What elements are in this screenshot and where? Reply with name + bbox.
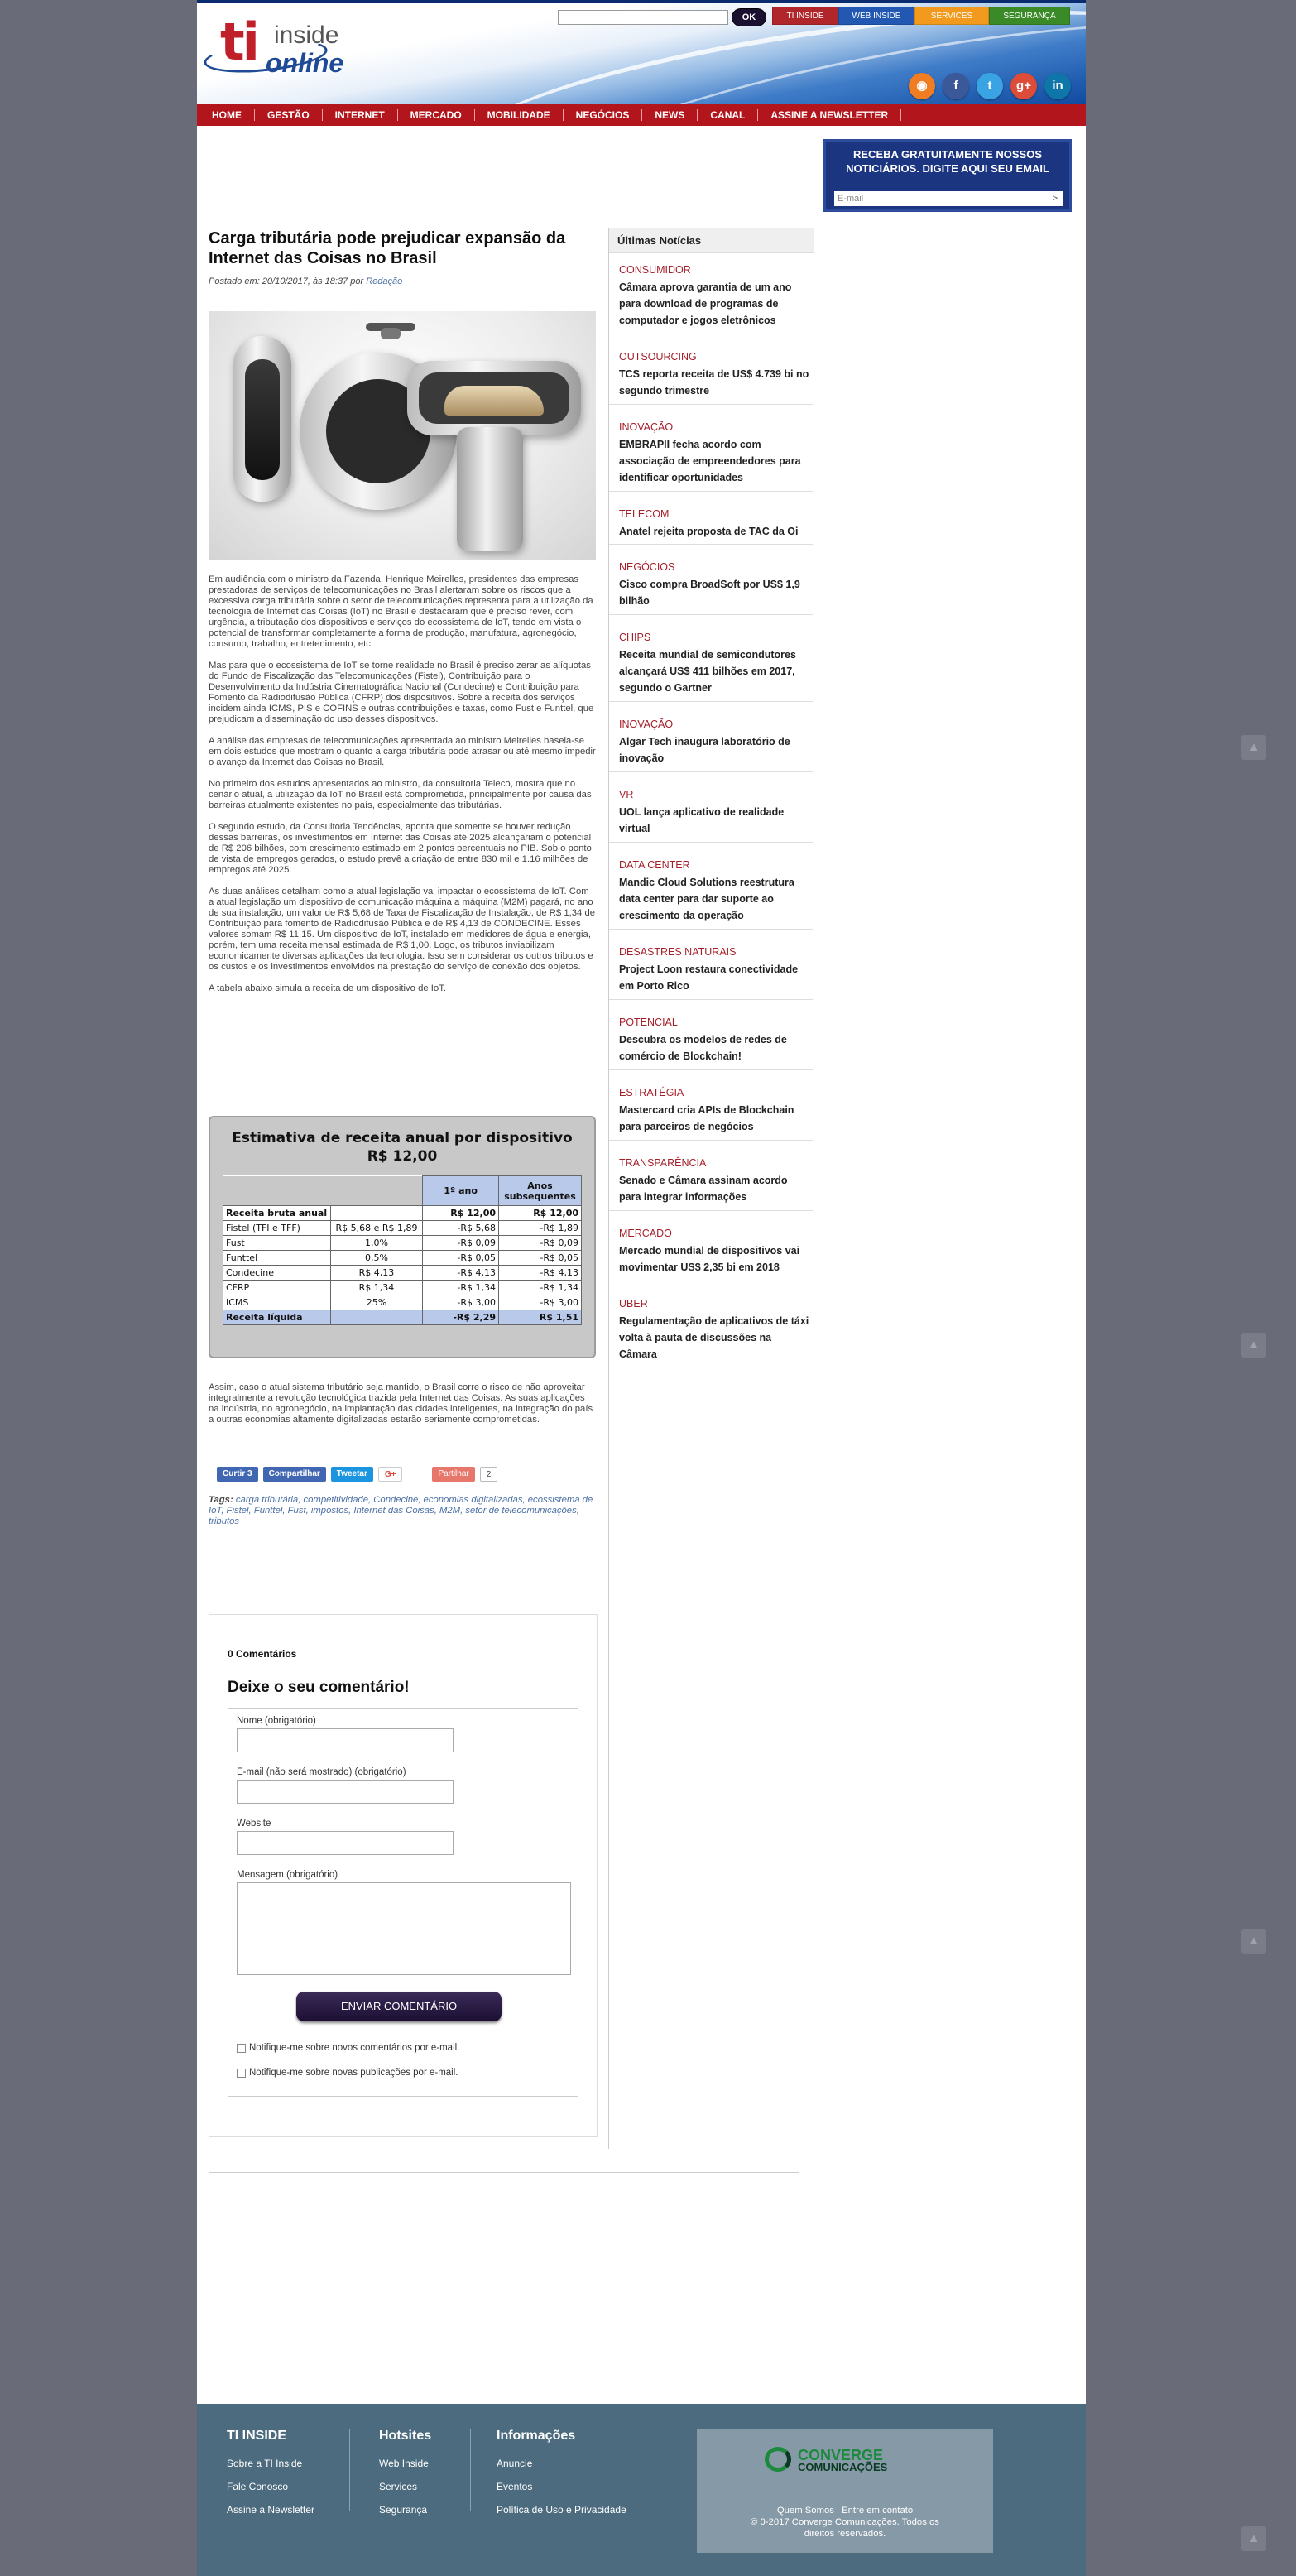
news-item[interactable] xyxy=(619,1227,811,1276)
table-row: Funttel 0,5% -R$ 0,05 -R$ 0,05 xyxy=(223,1251,582,1266)
divider xyxy=(609,701,813,702)
footer-col-hotsites xyxy=(379,2429,431,2521)
news-category[interactable]: ESTRATÉGIA xyxy=(619,1087,684,1098)
message-label: Mensagem (obrigatório) xyxy=(237,1870,338,1880)
article-meta xyxy=(209,276,596,286)
news-item[interactable] xyxy=(619,263,811,329)
news-category[interactable]: MERCADO xyxy=(619,1228,672,1239)
footer-col-title: Hotsites xyxy=(379,2429,432,2443)
nav-internet[interactable]: INTERNET xyxy=(323,109,398,121)
notify-comments-option[interactable] xyxy=(237,2043,459,2053)
news-headline[interactable]: Mercado mundial de dispositivos vai movimentar US$ 2,35 bi em 2018 xyxy=(619,1245,800,1273)
revenue-table-image xyxy=(209,1116,596,1358)
submit-comment-button[interactable]: ENVIAR COMENTÁRIO xyxy=(296,1992,502,2021)
iot-letter-i xyxy=(233,336,291,502)
rss-icon[interactable]: ◉ xyxy=(909,73,935,99)
news-category[interactable]: OUTSOURCING xyxy=(619,351,697,363)
article-paragraph: Em audiência com o ministro da Fazenda, Henrique Meirelles, presidentes das empresas prestadoras de serviços de telecomunicações no Brasil alertaram sobre os riscos que a excessiva carga tributária sobre o setor de telecomunicações representa para a utilização da tecnologia de Internet das Coisas (IoT) no Brasil e destacaram que é preciso rever, com urgência, a tributação dos dispositivos e serviços do ecossistema de IoT, tendo em vista o potencial de transformar completamente a forma de produção, manufatura, agronegócio, consumo, trabalho, entretenimento, etc. xyxy=(209,574,593,649)
news-item[interactable] xyxy=(619,1086,811,1135)
share-bar xyxy=(217,1467,497,1482)
nav-home[interactable]: HOME xyxy=(212,109,255,121)
comment-count: 0 Comentários xyxy=(228,1648,297,1660)
article-header xyxy=(209,228,596,286)
newsletter-box xyxy=(823,139,1072,212)
article-paragraph: O segundo estudo, da Consultoria Tendências, aponta que somente se houver redução dessas barreiras, os investimentos em Internet das Coisas até 2025 alcançariam o potencial de R$ 206 bilhões, com crescimento estimado em 2 pontos percentuais no PIB. Sob o ponto de vista de empregos gerados, o estudo prevê a criação de entre 830 mil e 1.16 milhões de empregos até 2025. xyxy=(209,822,592,875)
divider xyxy=(609,771,813,772)
newsletter-placeholder: E-mail xyxy=(838,194,864,204)
news-category[interactable]: VR xyxy=(619,789,634,800)
comments-section xyxy=(209,1614,598,2137)
news-headline[interactable]: UOL lança aplicativo de realidade virtual xyxy=(619,806,785,834)
facebook-icon[interactable]: f xyxy=(943,73,969,99)
footer-divider xyxy=(349,2429,350,2511)
nav-mobilidade[interactable]: MOBILIDADE xyxy=(475,109,564,121)
converge-logo[interactable] xyxy=(798,2449,887,2473)
logo-ti: ti xyxy=(220,12,257,72)
converge-box xyxy=(697,2429,993,2553)
article-body xyxy=(209,574,596,1005)
article-paragraph: No primeiro dos estudos apresentados ao ministro, da consultoria Teleco, mostra que no cenário atual, a utilização da IoT no Brasil está comprometida, principalmente por causa das barreiras atualmente existentes no país, especialmente das tributárias. xyxy=(209,779,592,810)
nav-mercado[interactable]: MERCADO xyxy=(398,109,475,121)
news-category[interactable]: DESASTRES NATURAIS xyxy=(619,946,737,958)
google-plus-button[interactable]: G+ xyxy=(378,1467,403,1482)
news-item[interactable] xyxy=(619,631,811,696)
name-field[interactable] xyxy=(237,1728,454,1752)
article-image xyxy=(209,311,596,560)
linkedin-icon[interactable]: in xyxy=(1044,73,1071,99)
article-closing: Assim, caso o atual sistema tributário seja mantido, o Brasil corre o risco de não aproveitar integralmente a revolução tecnológica trazida pela Internet das Coisas. As suas aplicações na indústria, no agronegócio, na implantação das cidades inteligentes, na integração do país a outras economias altamente digitalizadas estarão seriamente comprometidas. xyxy=(209,1382,593,1425)
scroll-top-button[interactable]: ▲ xyxy=(1241,1333,1266,1358)
website-label: Website xyxy=(237,1819,271,1829)
converge-info xyxy=(697,2505,993,2540)
tags-list[interactable]: carga tributária, competitividade, Condecine, economias digitalizadas, ecossistema de IoT, Fistel, Funttel, Fust, impostos, Internet das Coisas, M2M, setor de telecomunicações, tributos xyxy=(209,1495,593,1526)
news-category[interactable]: DATA CENTER xyxy=(619,859,690,871)
article-tags xyxy=(209,1495,596,1527)
news-item[interactable] xyxy=(619,788,811,837)
news-item[interactable] xyxy=(619,560,811,609)
nav-gestao[interactable]: GESTÃO xyxy=(255,109,323,121)
news-item[interactable] xyxy=(619,1156,811,1205)
article-title: Carga tributária pode prejudicar expansão da Internet das Coisas no Brasil xyxy=(209,229,566,267)
footer-link[interactable]: Web Inside xyxy=(379,2458,429,2469)
site-logo[interactable] xyxy=(204,12,369,83)
newsletter-email-input[interactable] xyxy=(834,191,1063,206)
email-field[interactable] xyxy=(237,1780,454,1804)
facebook-share-button[interactable]: Compartilhar xyxy=(263,1467,326,1482)
converge-logo-bottom: COMUNICAÇÕES xyxy=(798,2461,888,2473)
news-item[interactable] xyxy=(619,1297,811,1362)
comment-form xyxy=(228,1708,578,2097)
car-shape xyxy=(444,386,544,416)
website-field[interactable] xyxy=(237,1831,454,1855)
divider xyxy=(609,1069,813,1070)
site-header xyxy=(197,0,1086,104)
table-row: CFRP R$ 1,34 -R$ 1,34 -R$ 1,34 xyxy=(223,1281,582,1295)
footer-link[interactable]: Assine a Newsletter xyxy=(227,2504,315,2516)
portal-link-web-inside[interactable]: WEB INSIDE xyxy=(838,7,914,25)
news-item[interactable] xyxy=(619,1016,811,1065)
news-headline[interactable]: Regulamentação de aplicativos de táxi volta à pauta de discussões na Câmara xyxy=(619,1315,809,1360)
divider xyxy=(609,544,813,545)
logo-online: online xyxy=(266,48,344,78)
news-headline[interactable]: Mastercard cria APIs de Blockchain para parceiros de negócios xyxy=(619,1104,794,1132)
revenue-table xyxy=(223,1175,582,1325)
pinterest-button[interactable]: Partilhar xyxy=(432,1467,474,1482)
news-item[interactable] xyxy=(619,421,811,486)
table-header-next: Anos subsequentes xyxy=(499,1176,582,1206)
article-author-link[interactable]: Redação xyxy=(366,276,403,286)
table-row: Fistel (TFI e TFF) R$ 5,68 e R$ 1,89 -R$ 5,68 -R$ 1,89 xyxy=(223,1221,582,1236)
portal-link-seguranca[interactable]: SEGURANÇA xyxy=(989,7,1070,25)
news-item[interactable] xyxy=(619,945,811,994)
footer-link[interactable]: Services xyxy=(379,2481,418,2492)
comment-form-title: Deixe o seu comentário! xyxy=(228,1679,410,1696)
sidebar-heading: Últimas Notícias xyxy=(609,228,814,253)
news-category[interactable]: TRANSPARÊNCIA xyxy=(619,1157,707,1169)
portal-links xyxy=(772,7,1070,25)
news-category[interactable]: INOVAÇÃO xyxy=(619,718,674,730)
social-links xyxy=(909,73,1071,99)
drone-body xyxy=(381,328,401,339)
converge-about-links[interactable]: Quem Somos | Entre em contato xyxy=(776,2506,914,2516)
article-paragraph: A tabela abaixo simula a receita de um dispositivo de IoT. xyxy=(209,983,446,993)
page xyxy=(197,0,1086,2576)
table-row: Receita bruta anual R$ 12,00 R$ 12,00 xyxy=(223,1206,582,1221)
nav-newsletter[interactable]: ASSINE A NEWSLETTER xyxy=(758,109,901,121)
divider xyxy=(209,2172,799,2173)
name-label: Nome (obrigatório) xyxy=(237,1716,316,1726)
logo-inside: inside xyxy=(274,22,339,49)
newsletter-submit-button[interactable]: > xyxy=(1052,194,1058,204)
news-headline[interactable]: Algar Tech inaugura laboratório de inovação xyxy=(619,736,790,764)
news-headline[interactable]: Câmara aprova garantia de um ano para download de programas de computador e jogos eletrônicos xyxy=(619,281,792,326)
newsletter-title: RECEBA GRATUITAMENTE NOSSOS NOTICIÁRIOS. DIGITE AQUI SEU EMAIL xyxy=(846,148,1049,175)
divider xyxy=(609,999,813,1000)
article-paragraph: Mas para que o ecossistema de IoT se torne realidade no Brasil é preciso zerar as alíquotas do Fundo de Fiscalização das Telecomunicações (Fistel), Contribuição para o Desenvolvimento da Indústria Cinematográfica Nacional (Condecine) e Contribuição para Fomento da Radiodifusão Pública (CFRP) dos dispositivos. Sobre a receita dos serviços incidem ainda ICMS, PIS e COFINS e outras contribuições e taxas, como Fust e Funttel, que prejudicam a disseminação do uso desses dispositivos. xyxy=(209,661,594,724)
tags-label: Tags: xyxy=(209,1495,233,1505)
news-headline[interactable]: Project Loon restaura conectividade em Porto Rico xyxy=(619,964,799,992)
nav-news[interactable]: NEWS xyxy=(642,109,698,121)
divider xyxy=(609,1210,813,1211)
table-subtitle: R$ 12,00 xyxy=(367,1148,438,1165)
scroll-top-button[interactable]: ▲ xyxy=(1241,1929,1266,1954)
google-plus-icon[interactable]: g+ xyxy=(1010,73,1037,99)
notify-comments-label: Notifique-me sobre novos comentários por e-mail. xyxy=(249,2043,460,2053)
divider xyxy=(609,491,813,492)
message-textarea[interactable] xyxy=(237,1882,571,1975)
site-footer xyxy=(197,2404,1086,2576)
footer-col-title: Informações xyxy=(497,2429,576,2443)
portal-link-services[interactable]: SERVICES xyxy=(914,7,989,25)
divider xyxy=(609,1140,813,1141)
scroll-top-button[interactable]: ▲ xyxy=(1241,735,1266,760)
nav-negocios[interactable]: NEGÓCIOS xyxy=(564,109,643,121)
news-category[interactable]: NEGÓCIOS xyxy=(619,561,675,573)
footer-link[interactable]: Segurança xyxy=(379,2504,428,2516)
tweet-button[interactable]: Tweetar xyxy=(331,1467,373,1482)
footer-link[interactable]: Política de Uso e Privacidade xyxy=(497,2504,626,2516)
copyright: © 0-2017 Converge Comunicações. Todos os direitos reservados. xyxy=(751,2517,939,2539)
divider xyxy=(609,404,813,405)
table-row: ICMS 25% -R$ 3,00 -R$ 3,00 xyxy=(223,1295,582,1310)
divider xyxy=(609,614,813,615)
converge-logo-icon xyxy=(765,2447,791,2472)
news-headline[interactable]: TCS reporta receita de US$ 4.739 bi no segundo trimestre xyxy=(619,368,809,396)
iot-letter-t-stem xyxy=(457,427,523,551)
checkbox[interactable] xyxy=(237,2069,246,2078)
footer-link[interactable]: Anuncie xyxy=(497,2458,533,2469)
news-headline[interactable]: Anatel rejeita proposta de TAC da Oi xyxy=(619,526,799,537)
news-category[interactable]: UBER xyxy=(619,1298,648,1310)
footer-col-title: TI INSIDE xyxy=(227,2429,287,2443)
divider xyxy=(609,842,813,843)
converge-logo-top: CONVERGE xyxy=(798,2447,884,2463)
news-headline[interactable]: Mandic Cloud Solutions reestrutura data center para dar suporte ao crescimento da operação xyxy=(619,877,794,921)
article-paragraph: As duas análises detalham como a atual legislação vai impactar o ecossistema de IoT. Com a atual legislação um dispositivo de comunicação máquina a máquina (M2M) pagará, no ano de sua instalação, um valor de R$ 5,68 de Taxa de Fiscalização de Instalação, de R$ 1,34 de Contribuição para fomento de Radiodifusão Pública e de R$ 4,13 de CONDECINE. Esses valores somam R$ 11,15. Um dispositivo de IoT, instalado em medidores de água e energia, porém, tem uma receita mensal estimada de R$ 1,00. Logo, os tributos inviabilizam economicamente diversas aplicações da tecnologia. Isso sem considerar os outros tributos e os custos e os investimentos envolvidos na prestação do serviço de conexão dos objetos. xyxy=(209,887,596,972)
news-headline[interactable]: Receita mundial de semicondutores alcançará US$ 411 bilhões em 2017, segundo o Gartner xyxy=(619,649,796,694)
news-item[interactable] xyxy=(619,507,811,540)
article-paragraph: A análise das empresas de telecomunicações apresentada ao ministro Meirelles baseia-se em dois estudos que mostram o quanto a carga tributária pode atrasar ou até mesmo impedir o avanço da Internet das Coisas no Brasil. xyxy=(209,736,596,767)
notify-posts-option[interactable] xyxy=(237,2068,458,2078)
table-row: Condecine R$ 4,13 -R$ 4,13 -R$ 4,13 xyxy=(223,1266,582,1281)
news-category[interactable]: POTENCIAL xyxy=(619,1016,678,1028)
footer-link[interactable]: Fale Conosco xyxy=(227,2481,289,2492)
latest-news-sidebar xyxy=(608,228,814,2149)
news-category[interactable]: INOVAÇÃO xyxy=(619,421,674,433)
twitter-icon[interactable]: t xyxy=(977,73,1003,99)
news-category[interactable]: CHIPS xyxy=(619,632,651,643)
news-category[interactable]: TELECOM xyxy=(619,508,670,520)
pinterest-count: 2 xyxy=(480,1467,498,1482)
table-title: Estimativa de receita anual por dispositivo xyxy=(232,1130,573,1146)
search-input[interactable] xyxy=(558,10,728,25)
facebook-like-button[interactable]: Curtir 3 xyxy=(217,1467,258,1482)
news-item[interactable] xyxy=(619,718,811,767)
scroll-top-button[interactable]: ▲ xyxy=(1241,2526,1266,2551)
news-headline[interactable]: Cisco compra BroadSoft por US$ 1,9 bilhão xyxy=(619,579,800,607)
news-category[interactable]: CONSUMIDOR xyxy=(619,264,691,276)
news-headline[interactable]: Senado e Câmara assinam acordo para integrar informações xyxy=(619,1175,788,1203)
footer-link[interactable]: Sobre a TI Inside xyxy=(227,2458,303,2469)
footer-col-informacoes xyxy=(497,2429,626,2521)
divider xyxy=(609,929,813,930)
article-date: Postado em: 20/10/2017, às 18:37 por xyxy=(209,276,364,286)
news-item[interactable] xyxy=(619,350,811,399)
table-row: Fust 1,0% -R$ 0,09 -R$ 0,09 xyxy=(223,1236,582,1251)
main-nav xyxy=(197,104,1086,126)
checkbox[interactable] xyxy=(237,2044,246,2053)
email-label: E-mail (não será mostrado) (obrigatório) xyxy=(237,1767,406,1777)
footer-divider xyxy=(470,2429,471,2511)
table-header-year1: 1º ano xyxy=(423,1176,499,1206)
search-ok-button[interactable]: OK xyxy=(732,8,766,26)
footer-link[interactable]: Eventos xyxy=(497,2481,533,2492)
nav-canal[interactable]: CANAL xyxy=(698,109,758,121)
notify-posts-label: Notifique-me sobre novas publicações por e-mail. xyxy=(249,2068,458,2078)
footer-col-ti-inside xyxy=(227,2429,314,2521)
news-item[interactable] xyxy=(619,858,811,924)
news-headline[interactable]: Descubra os modelos de redes de comércio de Blockchain! xyxy=(619,1034,787,1062)
news-headline[interactable]: EMBRAPII fecha acordo com associação de empreendedores para identificar oportunidades xyxy=(619,439,801,483)
portal-link-ti-inside[interactable]: TI INSIDE xyxy=(772,7,838,25)
table-row: Receita líquida -R$ 2,29 R$ 1,51 xyxy=(223,1310,582,1325)
